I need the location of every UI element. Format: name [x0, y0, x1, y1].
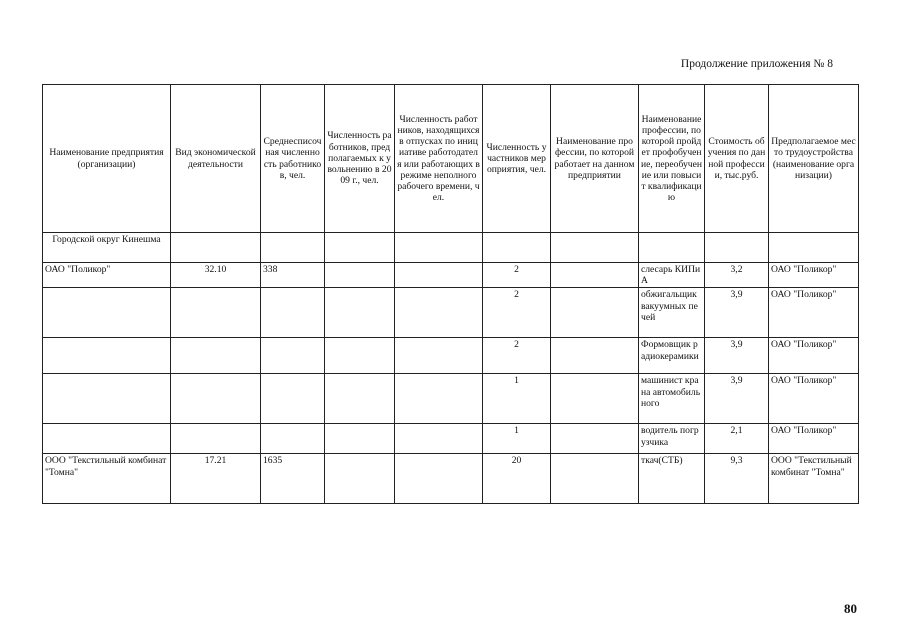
activity-cell: [171, 424, 261, 454]
table-row: [43, 374, 859, 424]
column-header: Предполагаемое место трудоустройства (наименование организации): [769, 85, 859, 233]
participants-cell: 1: [483, 424, 551, 454]
activity-cell: [171, 288, 261, 338]
activity-cell: 17.21: [171, 454, 261, 504]
participants-cell: 20: [483, 454, 551, 504]
cost-cell: 3,2: [705, 263, 769, 288]
page-heading: Продолжение приложения № 8: [680, 58, 833, 70]
vacation-cell: [395, 374, 483, 424]
vacation-cell: [395, 288, 483, 338]
org-cell: ОАО "Поликор": [43, 263, 171, 288]
dismiss-cell: [325, 338, 395, 374]
org-cell: [43, 338, 171, 374]
employer-cell: ООО "Текстильный комбинат "Томна": [769, 454, 859, 504]
vacation-cell: [395, 338, 483, 374]
employer-cell: ОАО "Поликор": [769, 424, 859, 454]
column-header: Наименование предприятия (организации): [43, 85, 171, 233]
employer-cell: ОАО "Поликор": [769, 288, 859, 338]
employer-cell: ОАО "Поликор": [769, 338, 859, 374]
vacation-cell: [395, 454, 483, 504]
cost-cell: 3,9: [705, 374, 769, 424]
participants-cell: 2: [483, 338, 551, 374]
new-profession-cell: машинист крана автомобильного: [639, 374, 705, 424]
column-header: Вид экономической деятельности: [171, 85, 261, 233]
participants-cell: 1: [483, 374, 551, 424]
org-cell: [43, 374, 171, 424]
employer-cell: ОАО "Поликор": [769, 263, 859, 288]
cost-cell: 3,9: [705, 288, 769, 338]
dismiss-cell: [325, 424, 395, 454]
org-cell: [43, 424, 171, 454]
cost-cell: 3,9: [705, 338, 769, 374]
profession-cell: [551, 338, 639, 374]
column-header: Наименование профессии, по которой работает на данном предприятии: [551, 85, 639, 233]
staff-cell: 1635: [261, 454, 325, 504]
new-profession-cell: ткач(СТБ): [639, 454, 705, 504]
vacation-cell: [395, 263, 483, 288]
activity-cell: [171, 338, 261, 374]
profession-cell: [551, 288, 639, 338]
column-header: Наименование профессии, по которой пройдет профобучение, переобучение или повысит квалификацию: [639, 85, 705, 233]
region-row: [43, 233, 859, 263]
dismiss-cell: [325, 263, 395, 288]
org-cell: ООО "Текстильный комбинат "Томна": [43, 454, 171, 504]
activity-cell: [171, 374, 261, 424]
dismiss-cell: [325, 454, 395, 504]
employer-cell: ОАО "Поликор": [769, 374, 859, 424]
table-row: [43, 288, 859, 338]
staff-cell: 338: [261, 263, 325, 288]
profession-cell: [551, 374, 639, 424]
column-header: Среднесписочная численность работников, чел.: [261, 85, 325, 233]
column-header: Численность работников, предполагаемых к увольнению в 2009 г., чел.: [325, 85, 395, 233]
training-table: [42, 84, 859, 504]
table-row: [43, 263, 859, 288]
staff-cell: [261, 374, 325, 424]
org-cell: [43, 288, 171, 338]
column-header: Численность работников, находящихся в отпусках по инициативе работодателя или работающих в режиме неполного рабочего времени, чел.: [395, 85, 483, 233]
cost-cell: 9,3: [705, 454, 769, 504]
profession-cell: [551, 263, 639, 288]
new-profession-cell: слесарь КИПиА: [639, 263, 705, 288]
page-number: 80: [844, 601, 857, 616]
table-row: [43, 454, 859, 504]
new-profession-cell: водитель погрузчика: [639, 424, 705, 454]
vacation-cell: [395, 424, 483, 454]
participants-cell: 2: [483, 288, 551, 338]
header-row: [43, 85, 859, 233]
profession-cell: [551, 424, 639, 454]
participants-cell: 2: [483, 263, 551, 288]
new-profession-cell: Формовщик радиокерамики: [639, 338, 705, 374]
activity-cell: 32.10: [171, 263, 261, 288]
table-row: [43, 338, 859, 374]
cost-cell: 2,1: [705, 424, 769, 454]
staff-cell: [261, 288, 325, 338]
staff-cell: [261, 424, 325, 454]
dismiss-cell: [325, 288, 395, 338]
staff-cell: [261, 338, 325, 374]
profession-cell: [551, 454, 639, 504]
column-header: Стоимость обучения по данной профессии, тыс.руб.: [705, 85, 769, 233]
table-row: [43, 424, 859, 454]
column-header: Численность участников мероприятия, чел.: [483, 85, 551, 233]
dismiss-cell: [325, 374, 395, 424]
region-name: Городской округ Кинешма: [43, 233, 171, 263]
new-profession-cell: обжигальщик вакуумных печей: [639, 288, 705, 338]
